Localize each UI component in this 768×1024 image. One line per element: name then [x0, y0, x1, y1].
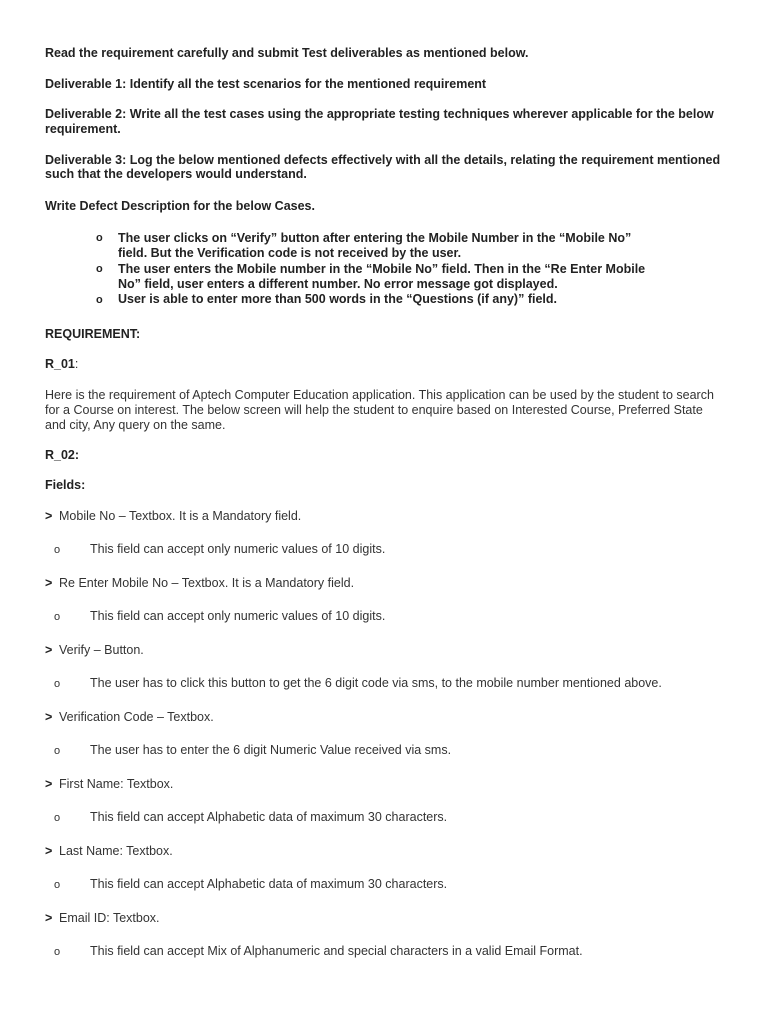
r01-heading — [45, 357, 78, 372]
bullet-icon: o — [96, 263, 103, 275]
defect-case-3-line-1: User is able to enter more than 500 words in the “Questions (if any)” field. — [118, 292, 557, 306]
field-4-detail: The user has to enter the 6 digit Numeric Value received via sms. — [90, 743, 452, 757]
field-1-detail: This field can accept only numeric values of 10 digits. — [90, 542, 386, 556]
field-6-detail: This field can accept Alphabetic data of maximum 30 characters. — [90, 877, 448, 891]
r01-text-line-2: for a Course on interest. The below screen will help the student to enquire based on Interested Course, Preferred State — [45, 403, 703, 417]
fields-heading: Fields: — [45, 478, 86, 492]
field-5-detail: This field can accept Alphabetic data of maximum 30 characters. — [90, 810, 448, 824]
defect-heading: Write Defect Description for the below Cases. — [45, 199, 315, 213]
field-4-name: Verification Code – Textbox. — [59, 710, 214, 724]
field-7-detail: This field can accept Mix of Alphanumeric and special characters in a valid Email Format. — [90, 944, 583, 958]
deliverable-3-line-2: such that the developers would understand. — [45, 167, 307, 181]
defect-case-1-line-1: The user clicks on “Verify” button after entering the Mobile Number in the “Mobile No” — [118, 231, 632, 245]
defect-case-2-line-1: The user enters the Mobile number in the “Mobile No” field. Then in the “Re Enter Mobile — [118, 262, 646, 276]
r01-colon: : — [74, 357, 79, 371]
bullet-icon: o — [54, 946, 61, 958]
field-2-name: Re Enter Mobile No – Textbox. It is a Mandatory field. — [59, 576, 355, 590]
arrow-icon: > — [45, 844, 53, 858]
arrow-icon: > — [45, 509, 53, 523]
r01-text-line-1: Here is the requirement of Aptech Computer Education application. This application can be used by the student to search — [45, 388, 714, 402]
r01-text-line-3: and city, Any query on the same. — [45, 418, 226, 432]
arrow-icon: > — [45, 710, 53, 724]
r02-heading: R_02: — [45, 448, 80, 462]
field-2-detail: This field can accept only numeric values of 10 digits. — [90, 609, 386, 623]
arrow-icon: > — [45, 911, 53, 925]
defect-case-1-line-2: field. But the Verification code is not received by the user. — [118, 246, 462, 260]
intro-text: Read the requirement carefully and submit Test deliverables as mentioned below. — [45, 46, 529, 60]
bullet-icon: o — [96, 294, 103, 306]
defect-case-2-line-2: No” field, user enters a different number. No error message got displayed. — [118, 277, 558, 291]
field-3-name: Verify – Button. — [59, 643, 144, 657]
deliverable-1: Deliverable 1: Identify all the test scenarios for the mentioned requirement — [45, 77, 487, 91]
bullet-icon: o — [54, 611, 61, 623]
bullet-icon: o — [54, 678, 61, 690]
field-1-name: Mobile No – Textbox. It is a Mandatory field. — [59, 509, 302, 523]
deliverable-3-line-1: Deliverable 3: Log the below mentioned defects effectively with all the details, relating the requirement mentioned — [45, 153, 721, 167]
bullet-icon: o — [54, 745, 61, 757]
field-7-name: Email ID: Textbox. — [59, 911, 160, 925]
r01-label: R_01 — [45, 357, 75, 371]
arrow-icon: > — [45, 777, 53, 791]
field-6-name: Last Name: Textbox. — [59, 844, 173, 858]
deliverable-2-line-1: Deliverable 2: Write all the test cases using the appropriate testing techniques wherever applicable for the below — [45, 107, 714, 121]
arrow-icon: > — [45, 643, 53, 657]
arrow-icon: > — [45, 576, 53, 590]
requirement-heading: REQUIREMENT: — [45, 327, 141, 341]
field-3-detail: The user has to click this button to get the 6 digit code via sms, to the mobile number mentioned above. — [90, 676, 662, 690]
bullet-icon: o — [54, 812, 61, 824]
field-5-name: First Name: Textbox. — [59, 777, 174, 791]
bullet-icon: o — [96, 232, 103, 244]
bullet-icon: o — [54, 879, 61, 891]
deliverable-2-line-2: requirement. — [45, 122, 121, 136]
bullet-icon: o — [54, 544, 61, 556]
